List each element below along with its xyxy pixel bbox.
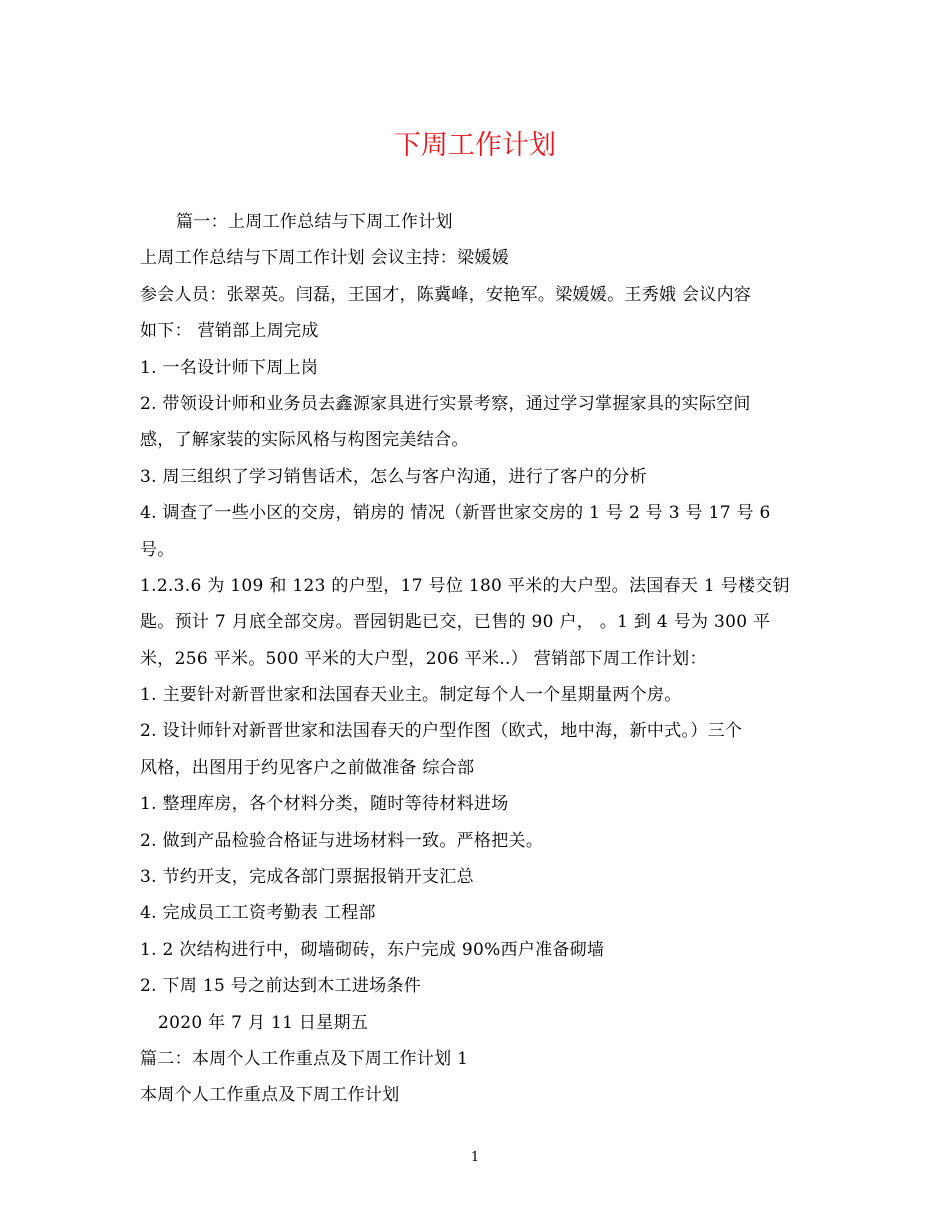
list-item: 2. 带领设计师和业务员去鑫源家具进行实景考察，通过学习掌握家具的实际空间 (140, 393, 751, 414)
paragraph-line: 风格，出图用于约见客户之前做准备 综合部 (140, 757, 475, 778)
list-item: 2. 下周 15 号之前达到木工进场条件 (140, 976, 422, 997)
document-title: 下周工作计划 (394, 130, 556, 161)
paragraph-line: 匙。预计 7 月底全部交房。晋园钥匙已交，已售的 90 户， 。1 到 4 号为 300 平 (140, 612, 771, 633)
paragraph-line: 参会人员：张翠英。闫磊，王国才，陈冀峰，安艳军。梁媛媛。王秀娥 会议内容 (140, 284, 752, 305)
paragraph-line: 感，了解家装的实际风格与构图完美结合。 (140, 430, 469, 451)
section-heading: 篇二：本周个人工作重点及下周工作计划 1 (140, 1048, 469, 1069)
page-number: 1 (470, 1150, 480, 1165)
list-item: 1. 一名设计师下周上岗 (140, 357, 319, 378)
date-line: 2020 年 7 月 11 日星期五 (158, 1012, 369, 1033)
paragraph-line: 上周工作总结与下周工作计划 会议主持：梁媛媛 (140, 248, 510, 269)
paragraph-line: 如下： 营销部上周完成 (140, 321, 319, 342)
list-item: 2. 做到产品检验合格证与进场材料一致。严格把关。 (140, 830, 544, 851)
paragraph-line: 1.2.3.6 为 109 和 123 的户型，17 号位 180 平米的大户型。法国春天 1 号楼交钥 (140, 575, 790, 596)
paragraph-line: 号。 (140, 539, 175, 560)
paragraph-line: 米，256 平米。500 平米的大户型，206 平米..） 营销部下周工作计划： (140, 648, 707, 669)
list-item: 3. 周三组织了学习销售话术，怎么与客户沟通，进行了客户的分析 (140, 466, 647, 487)
list-item: 4. 调查了一些小区的交房，销房的 情况（新晋世家交房的 1 号 2 号 3 号 17 号 6 (140, 503, 771, 524)
paragraph-line: 本周个人工作重点及下周工作计划 (140, 1085, 400, 1106)
list-item: 1. 主要针对新晋世家和法国春天业主。制定每个人一个星期量两个房。 (140, 685, 682, 706)
list-item: 1. 整理库房，各个材料分类，随时等待材料进场 (140, 794, 509, 815)
list-item: 1. 2 次结构进行中，砌墙砌砖，东户完成 90%西户准备砌墙 (140, 939, 605, 960)
list-item: 3. 节约开支，完成各部门票据报销开支汇总 (140, 867, 474, 888)
list-item: 2. 设计师针对新晋世家和法国春天的户型作图（欧式，地中海，新中式。）三个 (140, 721, 743, 742)
section-heading: 篇一：上周工作总结与下周工作计划 (176, 212, 453, 232)
list-item: 4. 完成员工工资考勤表 工程部 (140, 903, 376, 924)
document-body (140, 204, 810, 1114)
